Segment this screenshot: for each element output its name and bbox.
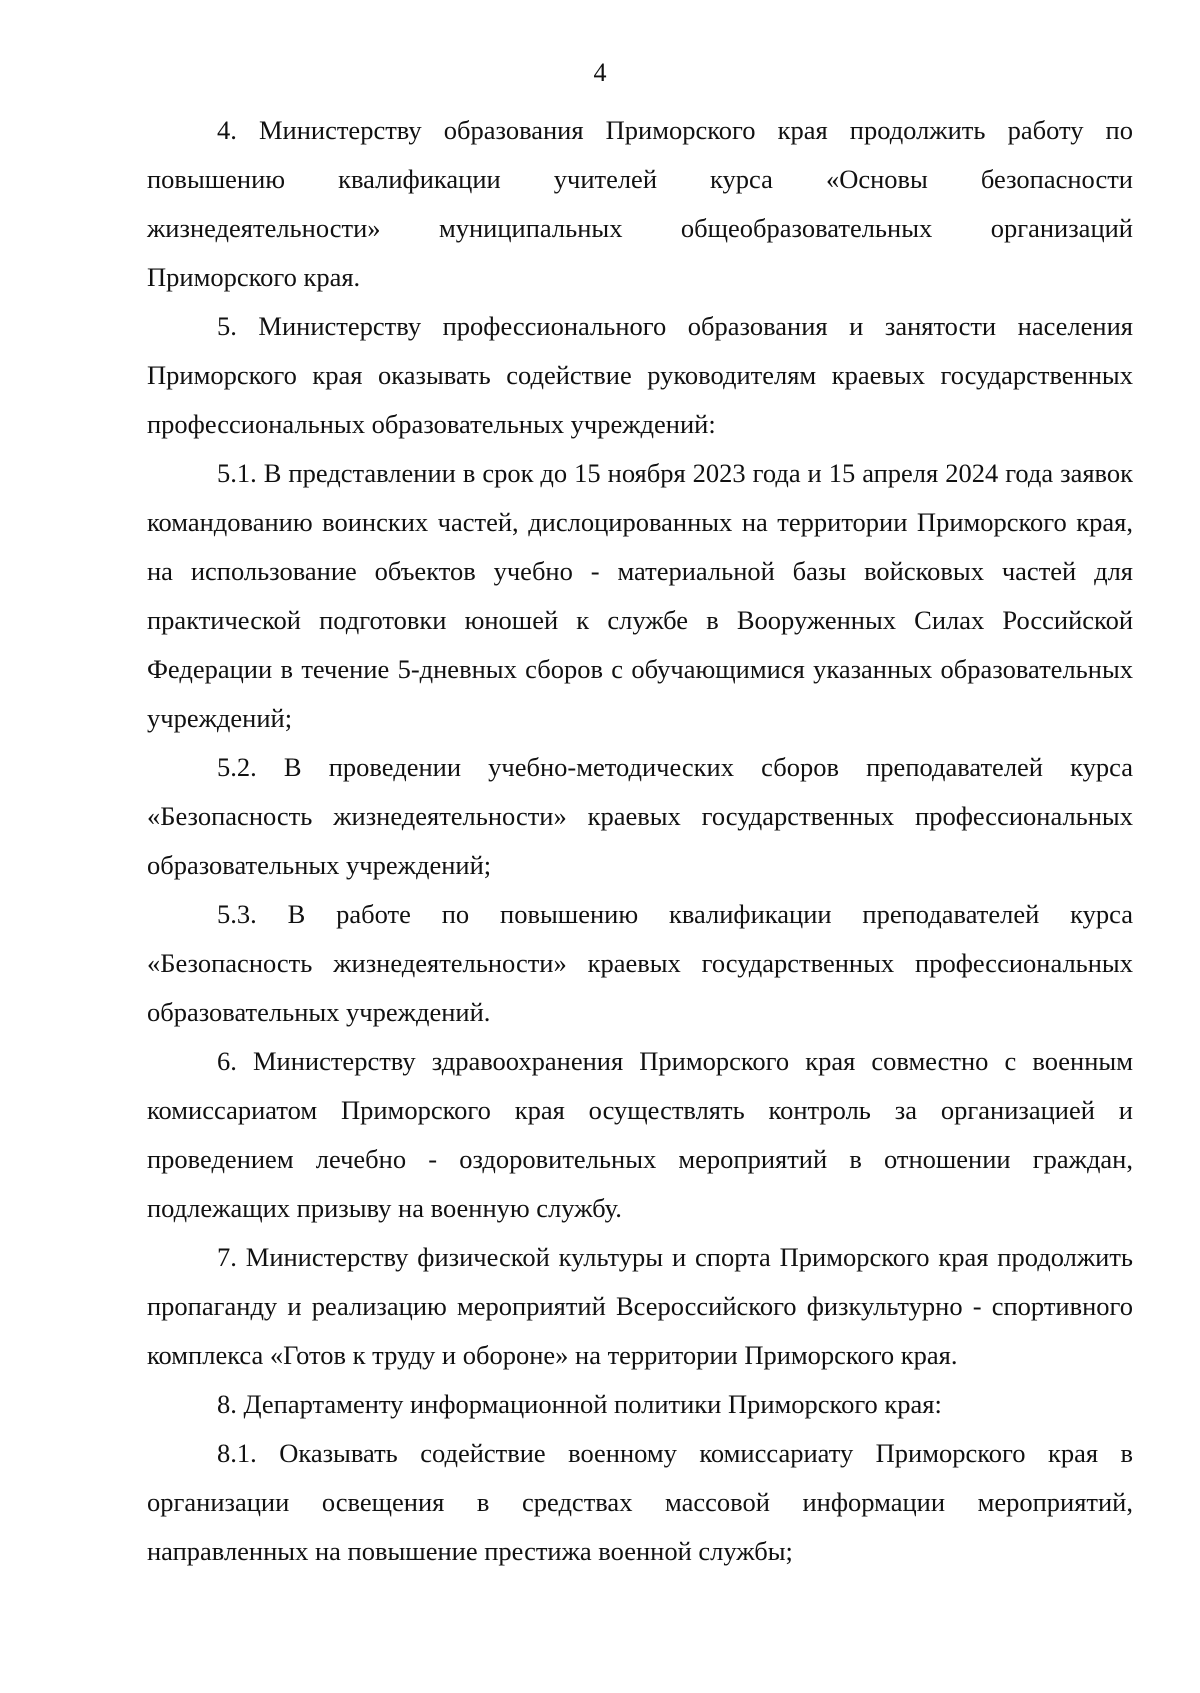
page-number: 4	[593, 58, 607, 87]
paragraph-5-3: 5.3. В работе по повышению квалификации преподавателей курса «Безопасность жизнедеятельности» краевых государственных профессиональных образовательных учреждений.	[147, 899, 1133, 1027]
paragraph-5-2: 5.2. В проведении учебно-методических сборов преподавателей курса «Безопасность жизнедеятельности» краевых государственных профессиональных образовательных учреждений;	[147, 752, 1133, 880]
paragraph-5: 5. Министерству профессионального образования и занятости населения Приморского края оказывать содействие руководителям краевых государственных профессиональных образовательных учреждений:	[147, 311, 1133, 439]
paragraph-8: 8. Департаменту информационной политики Приморского края:	[217, 1389, 942, 1419]
paragraph-5-1: 5.1. В представлении в срок до 15 ноября 2023 года и 15 апреля 2024 года заявок командованию воинских частей, дислоцированных на территории Приморского края, на использование объектов учебно - материальной базы войсковых частей для практической подготовки юношей к службе в Вооруженных Силах Российской Федерации в течение 5-дневных сборов с обучающимися указанных образовательных учреждений;	[147, 458, 1133, 733]
paragraph-4: 4. Министерству образования Приморского края продолжить работу по повышению квалификации учителей курса «Основы безопасности жизнедеятельности» муниципальных общеобразовательных организаций Приморского края.	[147, 115, 1133, 292]
document-body	[147, 106, 1133, 1576]
paragraph-6: 6. Министерству здравоохранения Приморского края совместно с военным комиссариатом Приморского края осуществлять контроль за организацией и проведением лечебно - оздоровительных мероприятий в отношении граждан, подлежащих призыву на военную службу.	[147, 1046, 1133, 1223]
paragraph-8-1: 8.1. Оказывать содействие военному комиссариату Приморского края в организации освещения в средствах массовой информации мероприятий, направленных на повышение престижа военной службы;	[147, 1438, 1133, 1566]
paragraph-7: 7. Министерству физической культуры и спорта Приморского края продолжить пропаганду и реализацию мероприятий Всероссийского физкультурно - спортивного комплекса «Готов к труду и обороне» на территории Приморского края.	[147, 1242, 1133, 1370]
